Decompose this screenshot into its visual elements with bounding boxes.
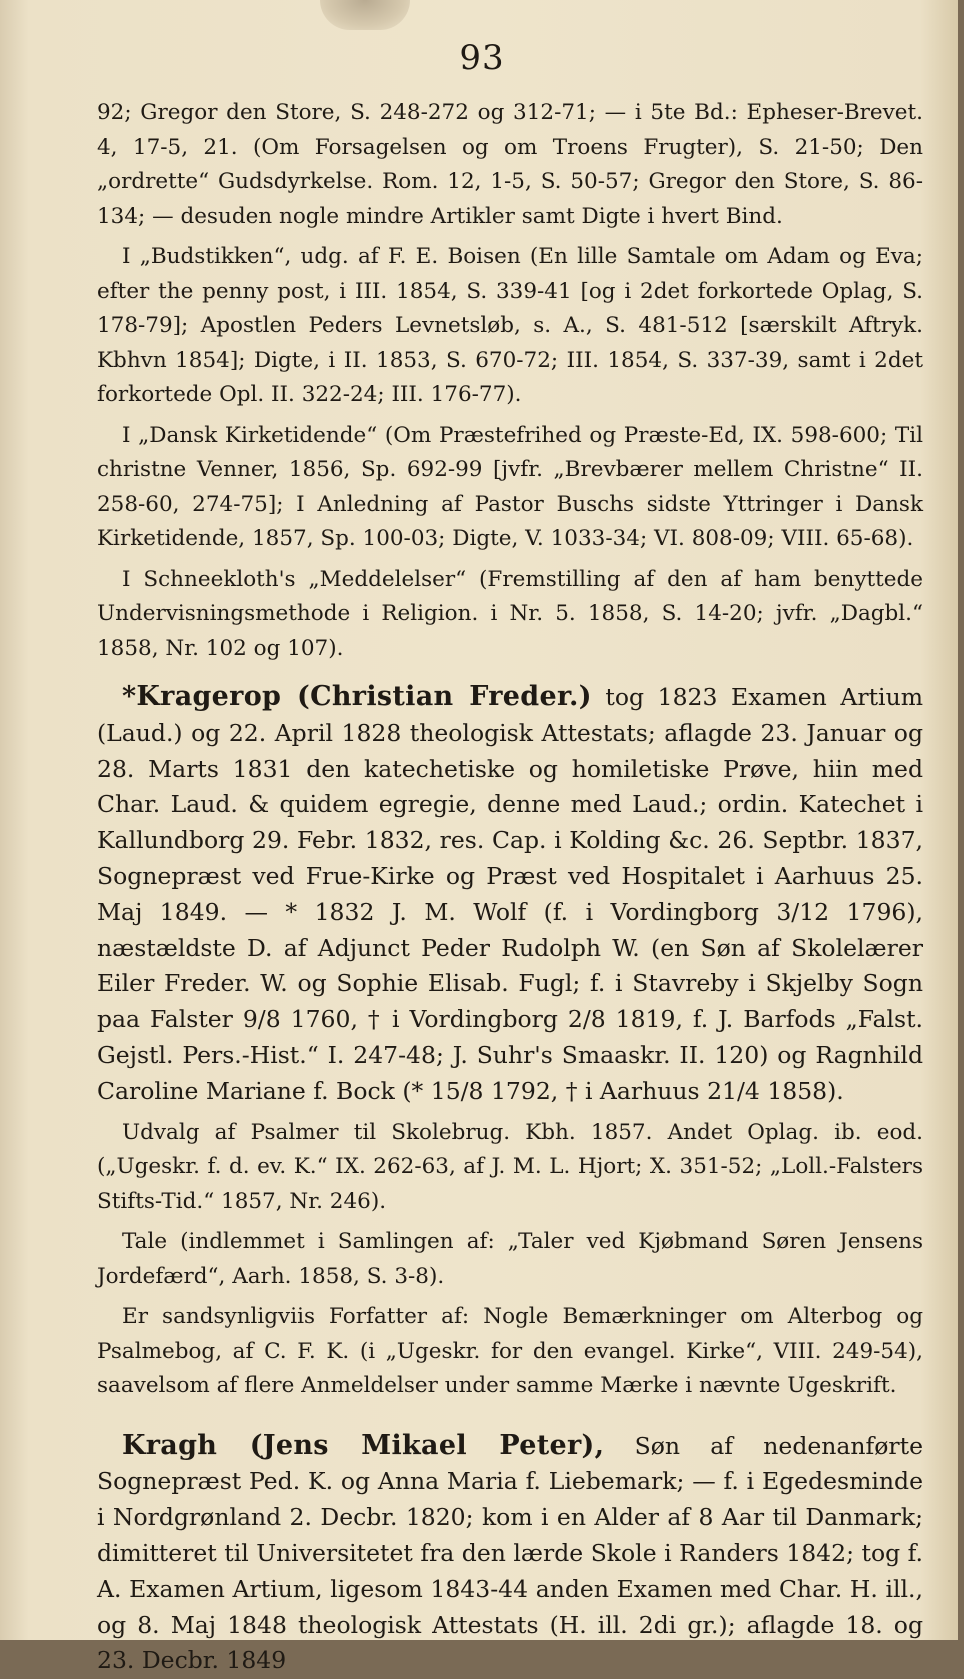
paragraph-lesebog-articles: 92; Gregor den Store, S. 248-272 og 312-71; — i 5te Bd.: Epheser-Brevet. 4, 17-5, 21. (Om Forsagelsen og om Troens Frugter), S. 21-50; Den „ordrette“ Gudsdyrkelse. Rom. 12, 1-5, S. 50-57; Gregor den Store, S. 86-134; — desuden nogle mindre Artikler samt Digte i hvert Bind. xyxy=(97,100,923,229)
entry-kragh xyxy=(97,1428,923,1679)
entry-heading-kragerop: *Kragerop (Christian Freder.) xyxy=(122,681,592,712)
paragraph-dansk-kirketidende: I „Dansk Kirketidende“ (Om Præstefrihed og Præste-Ed, IX. 598-600; Til christne Venner, 1856, Sp. 692-99 [jvfr. „Brevbærer mellem Christne“ II. 258-60, 274-75]; I Anledning af Pastor Buschs sidste Yttringer i Dansk Kirketidende, 1857, Sp. 100-03; Digte, V. 1033-34; VI. 808-09; VIII. 65-68). xyxy=(97,422,923,551)
paragraph-budstikken: I „Budstikken“, udg. af F. E. Boisen (En lille Samtale om Adam og Eva; efter the penny post, i III. 1854, S. 339-41 [og i 2det forkortede Oplag, S. 178-79]; Apostlen Peders Levnetsløb, s. A., S. 481-512 [særskilt Aftryk. Kbhvn 1854]; Digte, i II. 1853, S. 670-72; III. 1854, S. 337-39, samt i 2det forkortede Opl. II. 322-24; III. 176-77). xyxy=(97,244,923,407)
page-body xyxy=(97,96,923,1679)
page-fold-shadow xyxy=(320,0,410,30)
page-number: 93 xyxy=(459,38,505,78)
paragraph-alterbog: Er sandsynligviis Forfatter af: Nogle Bemærkninger om Alterbog og Psalmebog, af C. F. K. (i „Ugeskr. for den evangel. Kirke“, VIII. 249-54), saavelsom af flere Anmeldelser under samme Mærke i nævnte Ugeskrift. xyxy=(97,1304,923,1399)
entry-text-kragerop: tog 1823 Examen Artium (Laud.) og 22. April 1828 theologisk Attestats; aflagde 23. Januar og 28. Marts 1831 den katechetiske og homiletiske Prøve, hiin med Char. Laud. & quidem egregie, denne med Laud.; ordin. Katechet i Kallundborg 29. Febr. 1832, res. Cap. i Kolding &c. 26. Septbr. 1837, Sognepræst ved Frue-Kirke og Præst ved Hospitalet i Aarhuus 25. Maj 1849. — * 1832 J. M. Wolf (f. i Vordingborg 3/12 1796), næstældste D. af Adjunct Peder Rudolph W. (en Søn af Skolelærer Eiler Freder. W. og Sophie Elisab. Fugl; f. i Stavreby i Skjelby Sogn paa Falster 9/8 1760, † i Vordingborg 2/8 1819, f. J. Barfods „Falst. Gejstl. Pers.-Hist.“ I. 247-48; J. Suhr's Smaaskr. II. 120) og Ragnhild Caroline Mariane f. Bock (* 15/8 1792, † i Aarhuus 21/4 1858). xyxy=(97,683,923,1105)
paragraph-udvalg-psalmer: Udvalg af Psalmer til Skolebrug. Kbh. 1857. Andet Oplag. ib. eod. („Ugeskr. f. d. ev. K.“ IX. 262-63, af J. M. L. Hjort; X. 351-52; „Loll.-Falsters Stifts-Tid.“ 1857, Nr. 246). xyxy=(97,1119,923,1214)
entry-heading-kragh: Kragh (Jens Mikael Peter), xyxy=(122,1429,605,1461)
entry-text-kragh: Søn af nedenanførte Sognepræst Ped. K. og Anna Maria f. Liebemark; — f. i Egedesminde i Nordgrønland 2. Decbr. 1820; kom i en Alder af 8 Aar til Danmark; dimitteret til Universitetet fra den lærde Skole i Randers 1842; tog f. A. Examen Artium, ligesom 1843-44 anden Examen med Char. H. ill., og 8. Maj 1848 theologisk Attestats (H. ill. 2di gr.); aflagde 18. og 23. Decbr. 1849 xyxy=(97,1431,923,1675)
entry-kragerop xyxy=(97,679,923,1110)
paragraph-meddelelser: I Schneekloth's „Meddelelser“ (Fremstilling af den af ham benyttede Undervisningsmethode i Religion. i Nr. 5. 1858, S. 14-20; jvfr. „Dagbl.“ 1858, Nr. 102 og 107). xyxy=(97,566,923,661)
paragraph-tale: Tale (indlemmet i Samlingen af: „Taler ved Kjøbmand Søren Jensens Jordefærd“, Aarh. 1858, S. 3-8). xyxy=(97,1229,923,1289)
